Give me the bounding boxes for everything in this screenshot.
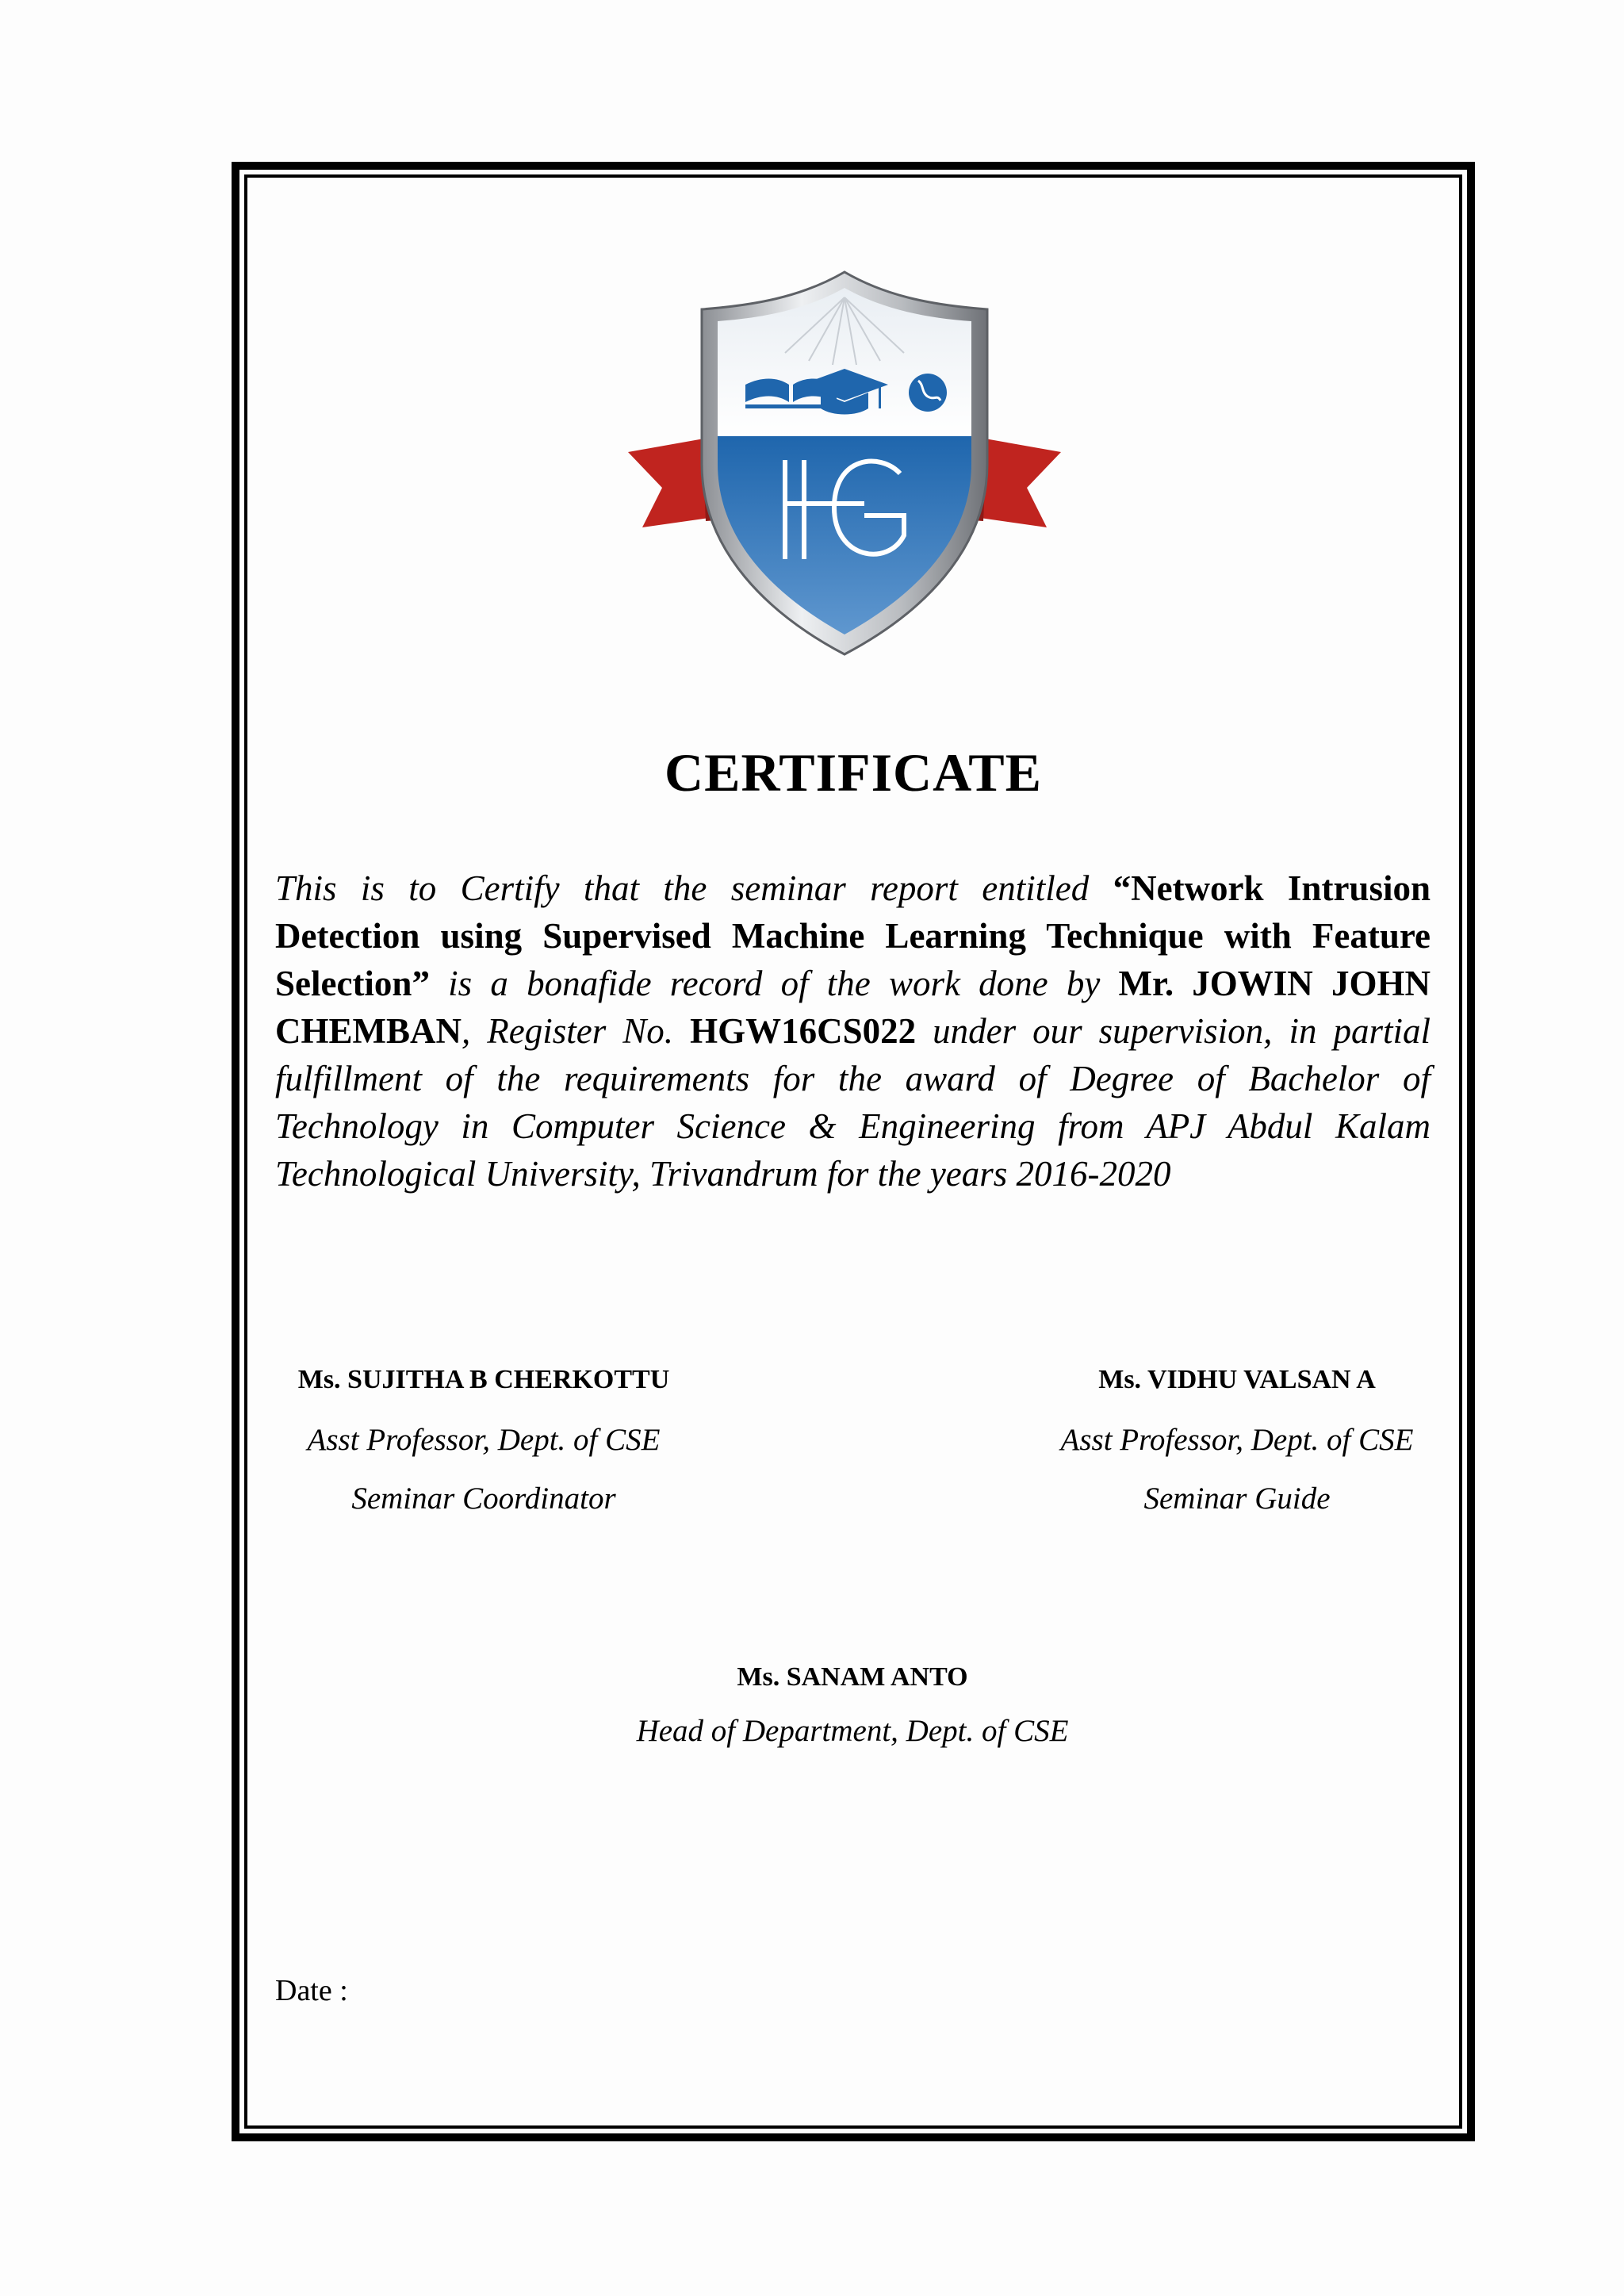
coordinator-name: Ms. SUJITHA B CHERKOTTU: [297, 1365, 670, 1394]
signature-hod: [571, 1662, 1134, 1749]
register-number: HGW16CS022: [690, 1011, 917, 1051]
report-title: “Network Intrusion Detection using Supervised Machine Learning Technique with Feature Selection”: [275, 868, 1431, 1003]
date-label: Date :: [275, 1974, 348, 2007]
hod-designation: Head of Department, Dept. of CSE: [636, 1714, 1069, 1748]
body-tail: under our supervision, in partial fulfillment of the requirements for the award of Degree of Bachelor of Technology in Computer Science & Engineering from APJ Abdul Kalam Technological University, Trivandrum for the years 2016-2020: [275, 1011, 1431, 1194]
body-mid-1: is a bonafide record of the work done by: [429, 964, 1119, 1003]
signature-coordinator: [278, 1364, 690, 1516]
guide-role: Seminar Guide: [1143, 1481, 1331, 1516]
coordinator-role: Seminar Coordinator: [351, 1481, 616, 1516]
certificate-title: CERTIFICATE: [665, 742, 1042, 803]
body-intro: This is to Certify that the seminar report entitled: [275, 868, 1113, 908]
coordinator-designation: Asst Professor, Dept. of CSE: [307, 1423, 661, 1457]
certificate-body: [275, 864, 1431, 1198]
guide-designation: Asst Professor, Dept. of CSE: [1060, 1423, 1414, 1457]
college-logo: [626, 266, 1063, 662]
body-mid-2: , Register No.: [462, 1011, 691, 1051]
globe-icon: [909, 374, 947, 412]
signature-guide: [1031, 1364, 1443, 1516]
hod-name: Ms. SANAM ANTO: [737, 1662, 968, 1692]
student-name: Mr. JOWIN JOHN CHEMBAN: [275, 964, 1431, 1051]
guide-name: Ms. VIDHU VALSAN A: [1098, 1365, 1376, 1394]
